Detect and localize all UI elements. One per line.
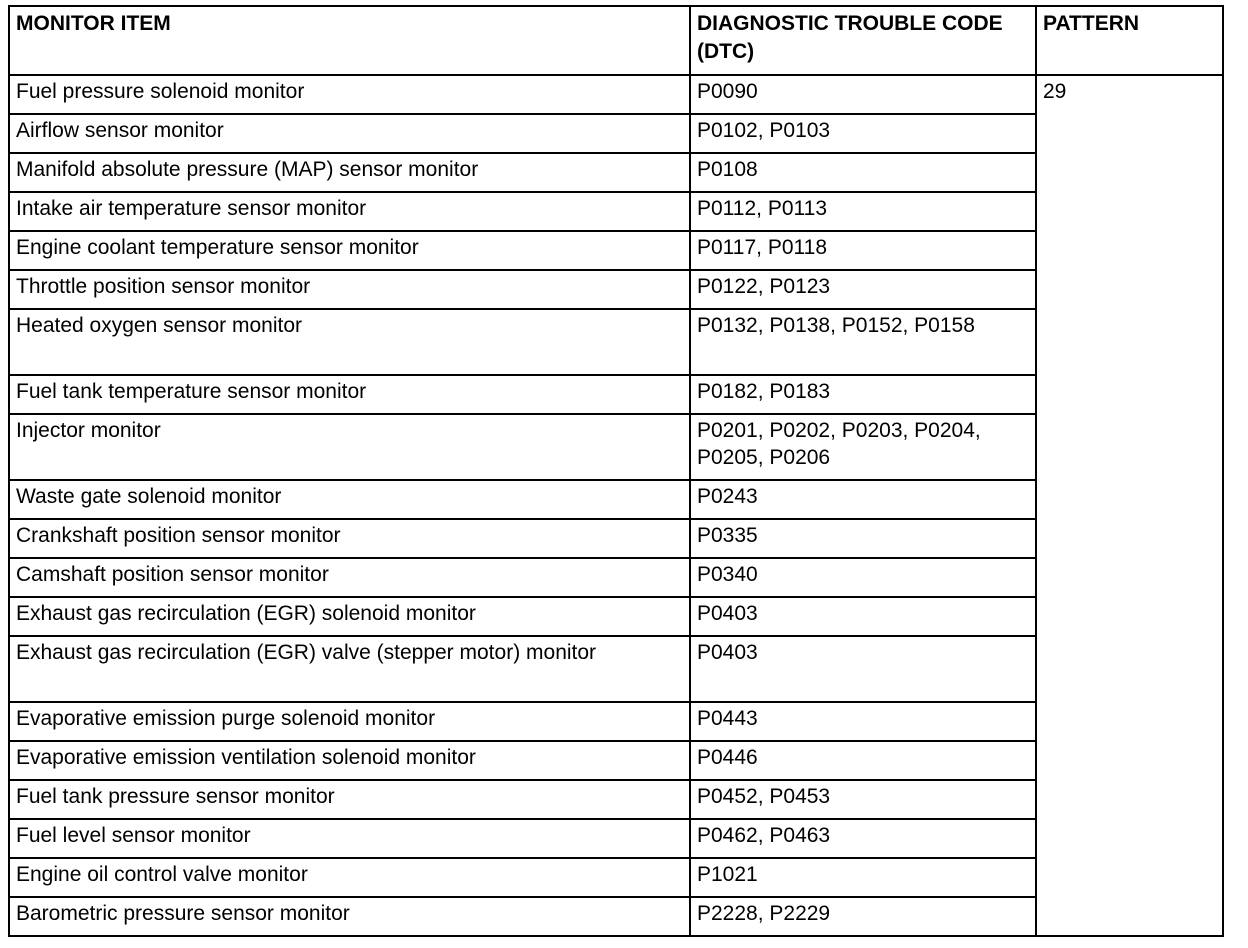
- dtc-monitor-table: [8, 5, 1224, 937]
- table-body: [9, 75, 1223, 936]
- monitor-item-cell: Evaporative emission purge solenoid monitor: [9, 702, 690, 741]
- monitor-item-cell: Injector monitor: [9, 414, 690, 480]
- dtc-cell: P0243: [690, 480, 1036, 519]
- monitor-item-cell: Heated oxygen sensor monitor: [9, 309, 690, 375]
- header-pattern: PATTERN: [1036, 6, 1223, 75]
- monitor-item-cell: Crankshaft position sensor monitor: [9, 519, 690, 558]
- dtc-cell: P0403: [690, 597, 1036, 636]
- dtc-cell: P0446: [690, 741, 1036, 780]
- dtc-cell: P0132, P0138, P0152, P0158: [690, 309, 1036, 375]
- dtc-cell: P0403: [690, 636, 1036, 702]
- dtc-cell: P0122, P0123: [690, 270, 1036, 309]
- dtc-cell: P0117, P0118: [690, 231, 1036, 270]
- monitor-item-cell: Engine oil control valve monitor: [9, 858, 690, 897]
- monitor-item-cell: Waste gate solenoid monitor: [9, 480, 690, 519]
- monitor-item-cell: Airflow sensor monitor: [9, 114, 690, 153]
- header-dtc: DIAGNOSTIC TROUBLE CODE (DTC): [690, 6, 1036, 75]
- dtc-cell: P0335: [690, 519, 1036, 558]
- monitor-item-cell: Manifold absolute pressure (MAP) sensor monitor: [9, 153, 690, 192]
- dtc-cell: P0340: [690, 558, 1036, 597]
- dtc-cell: P2228, P2229: [690, 897, 1036, 936]
- dtc-cell: P0108: [690, 153, 1036, 192]
- monitor-item-cell: Intake air temperature sensor monitor: [9, 192, 690, 231]
- monitor-item-cell: Throttle position sensor monitor: [9, 270, 690, 309]
- dtc-cell: P0462, P0463: [690, 819, 1036, 858]
- header-monitor-item: MONITOR ITEM: [9, 6, 690, 75]
- dtc-cell: P0182, P0183: [690, 375, 1036, 414]
- dtc-cell: P1021: [690, 858, 1036, 897]
- monitor-item-cell: Fuel tank pressure sensor monitor: [9, 780, 690, 819]
- dtc-cell: P0201, P0202, P0203, P0204, P0205, P0206: [690, 414, 1036, 480]
- monitor-item-cell: Fuel pressure solenoid monitor: [9, 75, 690, 114]
- monitor-item-cell: Fuel level sensor monitor: [9, 819, 690, 858]
- dtc-cell: P0443: [690, 702, 1036, 741]
- dtc-cell: P0090: [690, 75, 1036, 114]
- monitor-item-cell: Exhaust gas recirculation (EGR) valve (stepper motor) monitor: [9, 636, 690, 702]
- table-row: [9, 75, 1223, 114]
- dtc-cell: P0452, P0453: [690, 780, 1036, 819]
- dtc-cell: P0112, P0113: [690, 192, 1036, 231]
- monitor-item-cell: Camshaft position sensor monitor: [9, 558, 690, 597]
- monitor-item-cell: Barometric pressure sensor monitor: [9, 897, 690, 936]
- monitor-item-cell: Engine coolant temperature sensor monitor: [9, 231, 690, 270]
- monitor-item-cell: Exhaust gas recirculation (EGR) solenoid monitor: [9, 597, 690, 636]
- monitor-item-cell: Evaporative emission ventilation solenoid monitor: [9, 741, 690, 780]
- dtc-cell: P0102, P0103: [690, 114, 1036, 153]
- table-header-row: [9, 6, 1223, 75]
- pattern-cell: 29: [1036, 75, 1223, 936]
- monitor-item-cell: Fuel tank temperature sensor monitor: [9, 375, 690, 414]
